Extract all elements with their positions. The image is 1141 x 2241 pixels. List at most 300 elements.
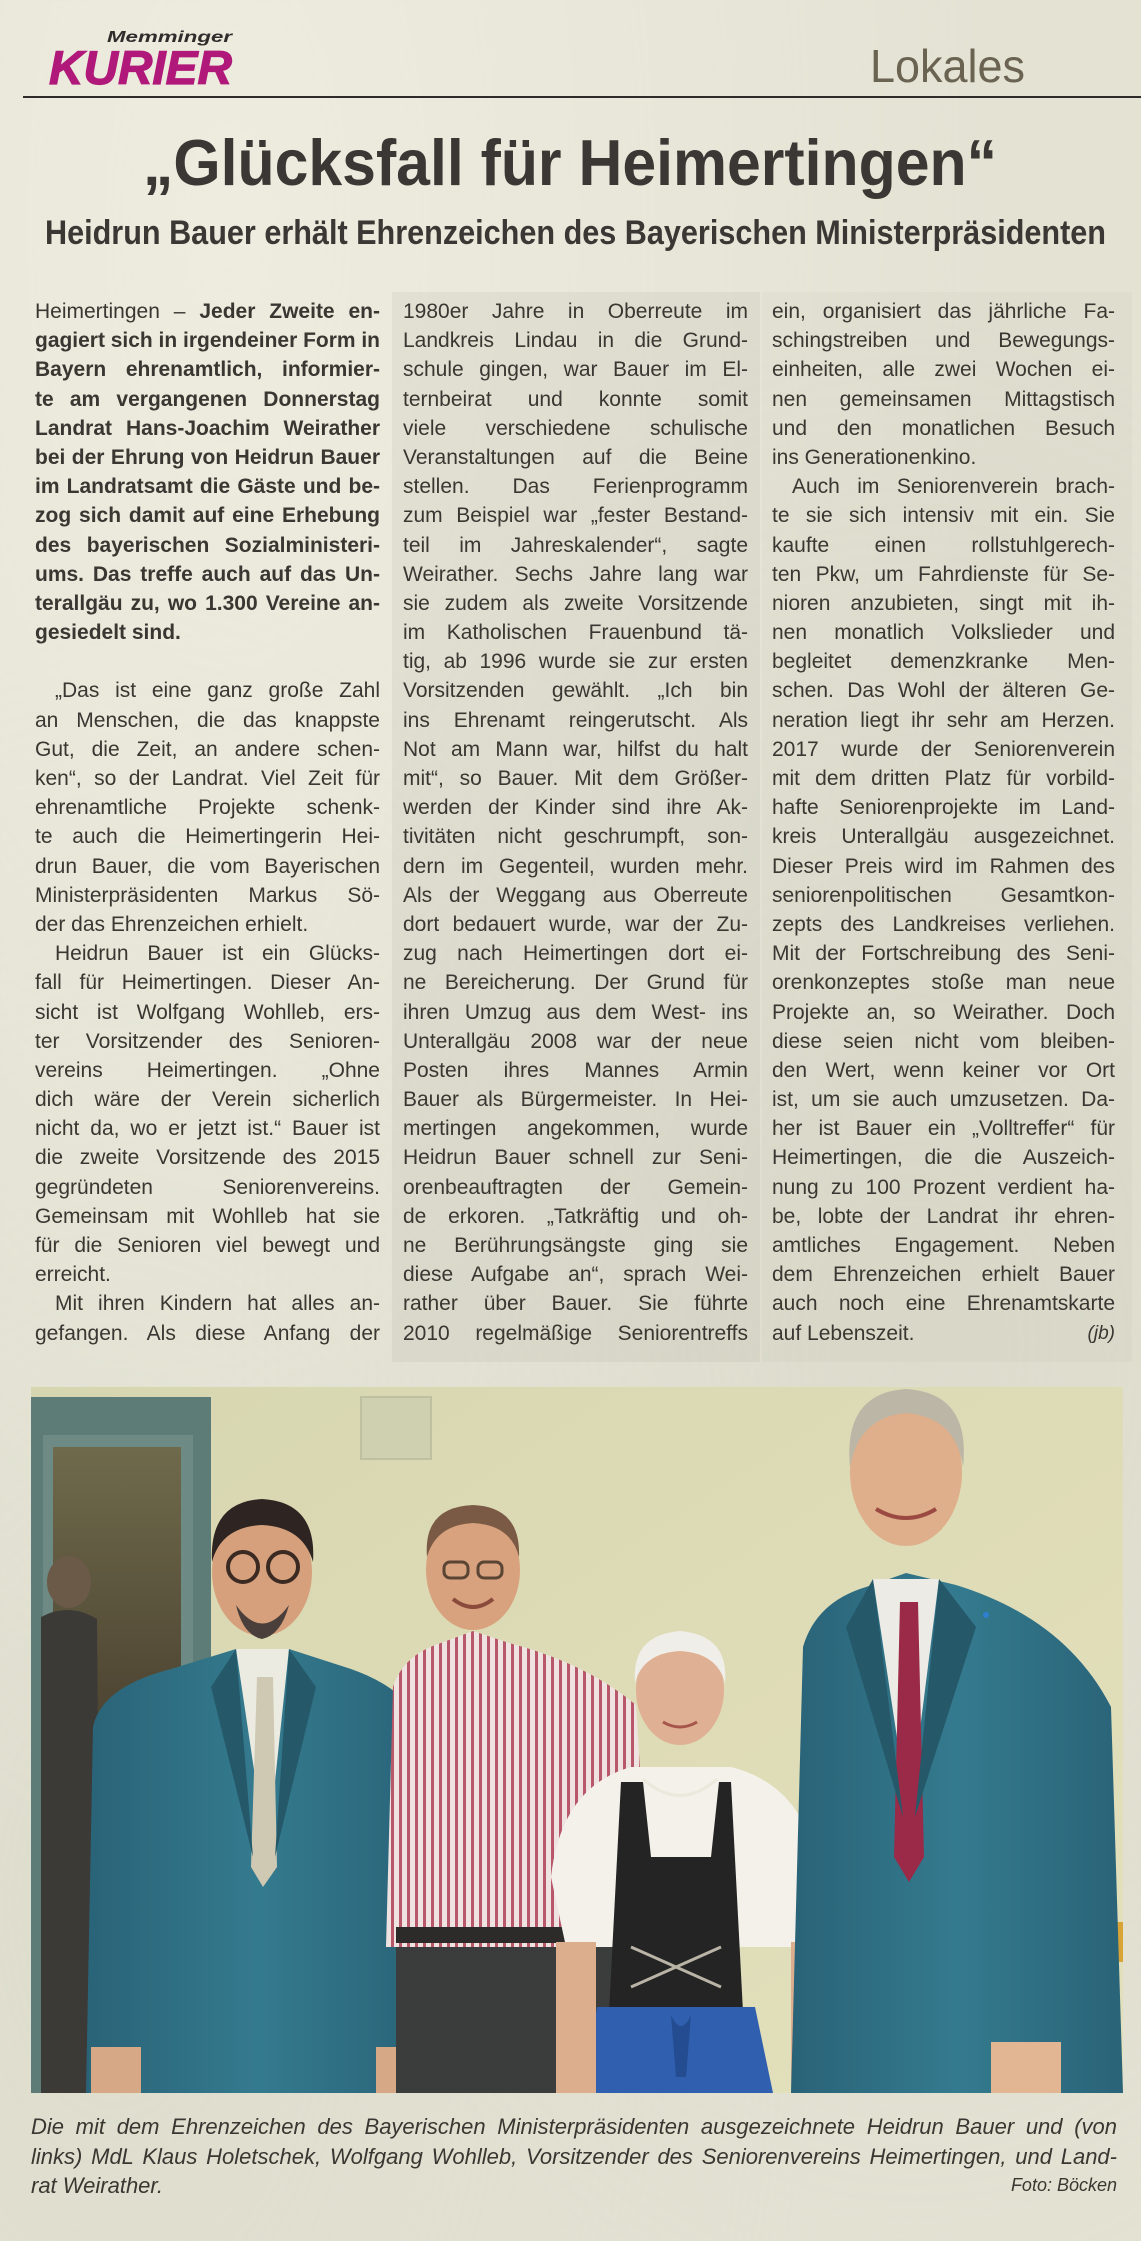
body-text: hafte Seniorenprojekte im Land- [772, 796, 1115, 820]
text-line [772, 1202, 1115, 1231]
text-line [35, 1231, 380, 1260]
text-line-content [403, 414, 748, 443]
text-line-content [403, 472, 748, 501]
section-label-text: Lokales [870, 40, 1025, 92]
text-line [403, 998, 748, 1027]
header-rule [23, 96, 1141, 98]
text-line-content [403, 1114, 748, 1143]
text-line-content [772, 910, 1115, 939]
text-line [403, 326, 748, 355]
text-line-content [35, 1231, 380, 1260]
text-line-content [772, 1027, 1115, 1056]
text-line-content [35, 793, 380, 822]
text-line-content [35, 560, 380, 589]
body-text: Veranstaltungen auf die Beine [403, 445, 748, 469]
text-line-content [55, 676, 380, 705]
text-line [403, 676, 748, 705]
text-line [772, 472, 1115, 501]
text-line [772, 1114, 1115, 1143]
text-line [403, 764, 748, 793]
text-line-content [403, 1027, 748, 1056]
body-text: tig, ab 1996 wurde sie zur ersten [403, 650, 748, 674]
text-line [403, 1085, 748, 1114]
body-text: ter Vorsitzender des Senioren- [35, 1029, 380, 1053]
text-line-content [35, 414, 380, 443]
text-line-content [403, 501, 748, 530]
body-text: Ministerpräsidenten Markus Sö- [35, 883, 380, 907]
text-line-content [403, 910, 748, 939]
caption-line [31, 2142, 1117, 2172]
text-line [772, 1231, 1115, 1260]
body-text: 1980er Jahre in Oberreute im [403, 300, 748, 323]
body-text: Unterallgäu 2008 war der neue [403, 1029, 748, 1053]
body-text: dern im Gegenteil, wurden mehr. [403, 854, 748, 878]
text-line-content [35, 1056, 380, 1085]
text-line [772, 939, 1115, 968]
text-line [772, 1027, 1115, 1056]
text-line [403, 297, 748, 326]
text-line [403, 735, 748, 764]
text-line [772, 414, 1115, 443]
body-text: dem Ehrenzeichen erhielt Bauer [772, 1263, 1115, 1287]
lead-text: ums. Das treffe auch auf das Un- [35, 562, 380, 586]
body-text: Heimertingen, die die Auszeich- [772, 1146, 1115, 1170]
text-line-content [35, 326, 380, 355]
text-line-content [35, 706, 380, 735]
text-line [403, 443, 748, 472]
lead-text: im Landratsamt die Gäste und be- [35, 475, 380, 499]
text-line [403, 1114, 748, 1143]
article-photo [31, 1387, 1123, 2093]
text-line [403, 1260, 748, 1289]
text-line-content [35, 443, 380, 472]
text-line [35, 472, 380, 501]
headline-text: „Glücksfall für Heimertingen“ [143, 126, 997, 199]
body-text: nioren anzubieten, singt mit ih- [772, 591, 1115, 615]
caption-line-text: rat Weirather. [31, 2173, 164, 2198]
body-text: orenbeauftragten der Gemein- [403, 1175, 748, 1199]
text-line [35, 1173, 380, 1202]
body-text: Not am Mann war, hilfst du halt [403, 737, 748, 761]
article-column-1 [35, 297, 380, 1348]
body-text: ins Ehrenamt reingerutscht. Als [403, 708, 748, 732]
text-line [772, 852, 1115, 881]
text-line [403, 414, 748, 443]
text-line-content [772, 1260, 1115, 1289]
body-text: 2010 regelmäßige Seniorentreffs [403, 1321, 748, 1345]
text-line [403, 531, 748, 560]
lead-text: gagiert sich in irgendeiner Form in [35, 329, 380, 353]
text-line-content [403, 618, 748, 647]
body-text: einheiten, alle zwei Wochen ei- [772, 358, 1115, 382]
lead-text: te am vergangenen Donnerstag [35, 387, 380, 411]
dateline: Heimertingen – [35, 300, 200, 323]
text-line [403, 968, 748, 997]
caption-line [31, 2112, 1117, 2142]
lead-text: gesiedelt sind. [35, 621, 181, 645]
text-line-content [772, 998, 1115, 1027]
body-text: orenkonzeptes stoße man neue [772, 971, 1115, 995]
body-text: dort bedauert wurde, war der Zu- [403, 912, 748, 936]
body-text: Auch im Seniorenverein brach- [792, 475, 1115, 499]
body-text: ihren Umzug aus dem West- ins [403, 1000, 748, 1024]
text-line-content [403, 822, 748, 851]
text-line [35, 1085, 380, 1114]
body-text: gegründeten Seniorenvereins. [35, 1175, 380, 1199]
text-line-content [772, 385, 1115, 414]
body-text: drun Bauer, die vom Bayerischen [35, 854, 380, 878]
text-line-content [403, 531, 748, 560]
text-line [403, 822, 748, 851]
text-line-content [772, 764, 1115, 793]
body-text: zug nach Heimertingen dort ei- [403, 942, 748, 966]
logo-text-kurier: KURIER [49, 41, 233, 94]
text-line [772, 589, 1115, 618]
text-line-content [403, 793, 748, 822]
text-line [35, 414, 380, 443]
article-subheadline [45, 216, 1106, 250]
body-text: ins Generationenkino. [772, 445, 977, 469]
text-line [772, 1289, 1115, 1318]
body-text: te auch die Heimertingerin Hei- [35, 825, 380, 849]
text-line-content [403, 589, 748, 618]
text-line-content [772, 443, 976, 472]
text-line [35, 998, 380, 1027]
body-text: ehrenamtliche Projekte schenk- [35, 796, 380, 820]
body-text: her ist Bauer ein „Volltreffer“ für [772, 1117, 1115, 1141]
text-line [772, 501, 1115, 530]
body-text: Vorsitzenden gewählt. „Ich bin [403, 679, 748, 703]
text-line [403, 1143, 748, 1172]
text-line [772, 1085, 1115, 1114]
lead-text: zog sich damit auf eine Erhebung [35, 504, 380, 528]
text-line [772, 881, 1115, 910]
text-line-content [35, 472, 380, 501]
text-line [35, 1260, 380, 1289]
body-text: vereins Heimertingen. „Ohne [35, 1058, 380, 1082]
text-line [35, 852, 380, 881]
body-text: mit“, so Bauer. Mit dem Größer- [403, 767, 748, 790]
text-line [35, 793, 380, 822]
caption-line-text: Die mit dem Ehrenzeichen des Bayerischen Ministerpräsidenten ausgezeichnete Heidrun Bauer und (von [31, 2114, 1117, 2139]
text-line [35, 706, 380, 735]
body-text: schingstreiben und Bewegungs- [772, 329, 1115, 353]
photo-credit: Foto: Böcken [1010, 2175, 1117, 2195]
text-line-content [403, 385, 748, 414]
text-line-content [772, 560, 1115, 589]
text-line-content [772, 297, 1115, 326]
text-line-content [772, 1202, 1115, 1231]
text-line [403, 1319, 748, 1348]
article-column-3 [772, 297, 1115, 1348]
text-line [35, 326, 380, 355]
text-line-content [403, 764, 748, 793]
caption-line [31, 2171, 1117, 2201]
text-line-content [403, 1173, 748, 1202]
body-text: Heidrun Bauer ist ein Glücks- [55, 942, 380, 966]
text-line-content [35, 501, 380, 530]
text-line-content [35, 1085, 380, 1114]
text-line [35, 501, 380, 530]
text-line [772, 647, 1115, 676]
body-text: begleitet demenzkranke Men- [772, 650, 1115, 674]
text-line [772, 998, 1115, 1027]
author-initials: (jb) [1087, 1322, 1115, 1344]
body-text: Landkreis Lindau in die Grund- [403, 329, 748, 353]
body-text: teil im Jahreskalender“, sagte [403, 533, 748, 557]
text-line-content [403, 881, 748, 910]
body-text: werden der Kinder sind ihre Ak- [403, 796, 748, 820]
text-line-content [772, 1114, 1115, 1143]
text-line [772, 793, 1115, 822]
body-text: auf Lebenszeit. [772, 1321, 915, 1345]
text-line-content [35, 764, 380, 793]
text-line [403, 647, 748, 676]
caption-line-text: links) MdL Klaus Holetschek, Wolfgang Wohlleb, Vorsitzender des Seniorenvereins Heimertingen, und Land- [31, 2143, 1117, 2169]
text-line [403, 706, 748, 735]
text-line-content [403, 1143, 748, 1172]
text-line [35, 385, 380, 414]
body-text: ternbeirat und konnte somit [403, 387, 748, 411]
text-line-content [35, 822, 380, 851]
body-text: dich wäre der Verein sicherlich [35, 1088, 380, 1112]
text-line-content [772, 706, 1115, 735]
text-line-content [772, 968, 1115, 997]
text-line [403, 385, 748, 414]
text-line-content [35, 852, 380, 881]
text-line-content [772, 1056, 1115, 1085]
body-text: stellen. Das Ferienprogramm [403, 475, 748, 499]
text-line-content [403, 706, 748, 735]
body-text: Dieser Preis wird im Rahmen des [772, 854, 1115, 878]
body-text: ten Pkw, um Fahrdienste für Se- [772, 562, 1115, 586]
text-line [772, 1260, 1115, 1289]
text-line [403, 939, 748, 968]
text-line-content [403, 1085, 748, 1114]
body-text: Posten ihres Mannes Armin [403, 1058, 748, 1082]
body-text: viele verschiedene schulische [403, 416, 748, 440]
body-text: diese Aufgabe an“, sprach Wei- [403, 1263, 748, 1287]
photo-caption [31, 2112, 1117, 2201]
text-line-content [772, 881, 1115, 910]
body-text: nen gemeinsamen Mittagstisch [772, 387, 1115, 411]
text-line-content [55, 939, 380, 968]
lead-text: Bayern ehrenamtlich, informier- [35, 358, 380, 382]
text-line-content [403, 968, 748, 997]
body-text: schen. Das Wohl der älteren Ge- [772, 679, 1115, 703]
text-line-content [403, 735, 748, 764]
text-line [35, 531, 380, 560]
text-line [772, 297, 1115, 326]
text-line-content [403, 1289, 748, 1318]
text-line [772, 326, 1115, 355]
text-line-content [403, 443, 748, 472]
text-line [35, 1114, 380, 1143]
text-line [403, 589, 748, 618]
text-line-content [772, 414, 1115, 443]
text-line [35, 968, 380, 997]
body-text: zum Beispiel war „fester Bestand- [403, 504, 748, 528]
body-text: und den monatlichen Besuch [772, 416, 1115, 440]
text-line [35, 1319, 380, 1348]
text-line-content [35, 1027, 380, 1056]
text-line [403, 618, 748, 647]
text-line-content [35, 1114, 380, 1143]
text-line [772, 676, 1115, 705]
article-headline [143, 126, 997, 199]
text-line-content [35, 881, 380, 910]
text-line [35, 939, 380, 968]
lead-text: Jeder Zweite en- [199, 300, 380, 323]
text-line [772, 1319, 1115, 1348]
text-line [403, 1289, 748, 1318]
newspaper-logo [49, 41, 233, 94]
body-text: tivitäten nicht geschrumpft, son- [403, 825, 748, 849]
body-text: amtliches Engagement. Neben [772, 1234, 1115, 1257]
body-text: seniorenpolitischen Gesamtkon- [772, 883, 1115, 907]
article-column-2 [403, 297, 748, 1348]
body-text: der das Ehrenzeichen erhielt. [35, 912, 309, 936]
subheadline-text: Heidrun Bauer erhält Ehrenzeichen des Bayerischen Ministerpräsidenten [45, 214, 1106, 252]
text-line [35, 881, 380, 910]
text-line-content [772, 501, 1115, 530]
text-line-content [772, 793, 1115, 822]
text-line [403, 852, 748, 881]
text-line-content [772, 355, 1115, 384]
text-line-content [772, 1085, 1115, 1114]
text-line-content [35, 531, 380, 560]
text-line [35, 764, 380, 793]
body-text: Projekte an, so Weirather. Doch [772, 1000, 1115, 1024]
body-text: ein, organisiert das jährliche Fa- [772, 300, 1115, 323]
text-line [772, 560, 1115, 589]
text-line [772, 618, 1115, 647]
body-text: Gemeinsam mit Wohlleb hat sie [35, 1204, 380, 1228]
body-text: erreicht. [35, 1263, 111, 1287]
text-line-content [403, 647, 748, 676]
text-line-content [35, 589, 380, 618]
body-text: fall für Heimertingen. Dieser An- [35, 971, 380, 995]
body-text: diese seien nicht vom bleiben- [772, 1029, 1115, 1053]
body-text: Bauer als Bürgermeister. In Hei- [403, 1088, 748, 1112]
text-line [403, 1231, 748, 1260]
body-text: gefangen. Als diese Anfang der [35, 1321, 380, 1345]
text-line [35, 1056, 380, 1085]
body-text: kaufte einen rollstuhlgerech- [772, 533, 1115, 557]
body-text: schule gingen, war Bauer im El- [403, 358, 748, 382]
body-text: Mit der Fortschreibung des Seni- [772, 942, 1115, 966]
body-text: für die Senioren viel bewegt und [35, 1234, 380, 1257]
body-text: ist, um sie auch umzusetzen. Da- [772, 1088, 1115, 1112]
body-text: mertingen angekommen, wurde [403, 1117, 748, 1141]
text-line [403, 472, 748, 501]
lead-text: bei der Ehrung von Heidrun Bauer [35, 445, 380, 469]
text-line [35, 1202, 380, 1231]
text-line [35, 1289, 380, 1318]
text-line [35, 297, 380, 326]
text-line-content [772, 1231, 1115, 1260]
text-line-content [772, 1289, 1115, 1318]
text-line [772, 355, 1115, 384]
logo-text-memminger: Memminger [107, 29, 232, 46]
lead-text: terallgäu zu, wo 1.300 Vereine an- [35, 591, 380, 615]
text-line [772, 531, 1115, 560]
text-line [403, 793, 748, 822]
body-text: neration liegt ihr sehr am Herzen. [772, 708, 1115, 732]
body-text: nicht da, wo er jetzt ist.“ Bauer ist [35, 1117, 380, 1141]
text-line-content [772, 939, 1115, 968]
text-line [403, 560, 748, 589]
text-line-content [403, 852, 748, 881]
text-line-content [403, 560, 748, 589]
text-line [35, 618, 380, 647]
text-line [403, 910, 748, 939]
text-line-content [772, 1173, 1115, 1202]
body-text: Heidrun Bauer schnell zur Seni- [403, 1146, 748, 1170]
body-text: 2017 wurde der Seniorenverein [772, 737, 1115, 761]
wall-plate [361, 1397, 431, 1459]
text-line [772, 385, 1115, 414]
text-line-content [772, 618, 1115, 647]
text-line-content [35, 355, 380, 384]
text-line [35, 355, 380, 384]
text-line-content [403, 998, 748, 1027]
text-line-content [772, 647, 1115, 676]
text-line [35, 822, 380, 851]
text-line-content [772, 852, 1115, 881]
text-line-content [772, 326, 1115, 355]
text-line [403, 1027, 748, 1056]
lead-text: des bayerischen Sozialministeri- [35, 533, 380, 557]
body-text: nung zu 100 Prozent verdient ha- [772, 1175, 1115, 1199]
text-line [35, 676, 380, 705]
text-line [403, 1173, 748, 1202]
text-line [772, 443, 1115, 472]
body-text: Weirather. Sechs Jahre lang war [403, 562, 748, 586]
text-line-content [35, 385, 380, 414]
text-line-content [772, 1143, 1115, 1172]
text-line-content [772, 1319, 914, 1348]
text-line-content [403, 1202, 748, 1231]
body-text: ne Bereicherung. Der Grund für [403, 971, 748, 995]
text-line-content [772, 822, 1115, 851]
text-line-content [403, 1319, 748, 1348]
text-line-content [792, 472, 1115, 501]
text-line [772, 764, 1115, 793]
text-line-content [35, 297, 380, 326]
text-line-content [772, 531, 1115, 560]
text-line-content [35, 1143, 380, 1172]
text-line-content [35, 1202, 380, 1231]
body-text: den Wert, wenn keiner vor Ort [772, 1058, 1115, 1082]
text-line-content [35, 998, 380, 1027]
text-line [35, 735, 380, 764]
body-text: kreis Unterallgäu ausgezeichnet. [772, 825, 1115, 849]
body-text: auch noch eine Ehrenamtskarte [772, 1292, 1115, 1316]
body-text: an Menschen, die das knappste [35, 708, 380, 732]
text-line-content [35, 1319, 380, 1348]
body-text: rather über Bauer. Sie führte [403, 1292, 748, 1316]
text-line [403, 501, 748, 530]
text-line [772, 910, 1115, 939]
text-line [772, 1173, 1115, 1202]
lead-text: Landrat Hans-Joachim Weirather [35, 416, 380, 440]
text-line-content [772, 676, 1115, 705]
body-text: nen monatlich Volkslieder und [772, 621, 1115, 645]
text-line [772, 1143, 1115, 1172]
body-text: de erkoren. „Tatkräftig und oh- [403, 1204, 748, 1228]
text-line [772, 735, 1115, 764]
